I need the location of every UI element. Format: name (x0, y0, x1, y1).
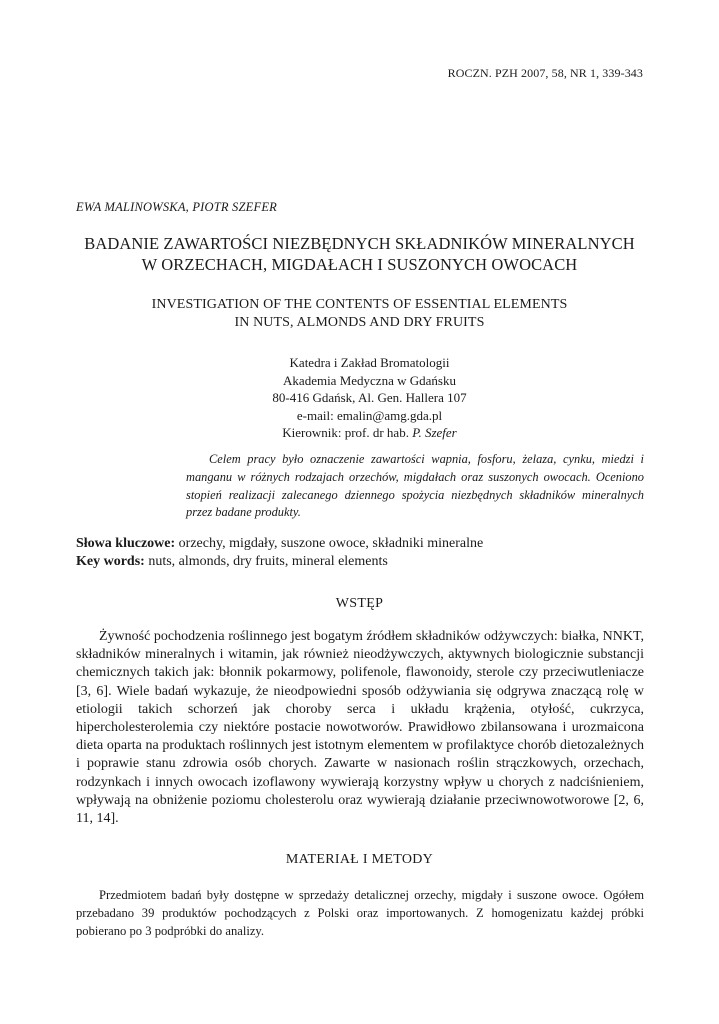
title-polish-line: BADANIE ZAWARTOŚCI NIEZBĘDNYCH SKŁADNIKÓW MINERALNYCH (84, 234, 635, 253)
keywords-polish-text: orzechy, migdały, suszone owoce, składniki mineralne (175, 536, 484, 551)
abstract: Celem pracy było oznaczenie zawartości wapnia, fosforu, żelaza, cynku, miedzi i manganu w różnych rodzajach orzechów, migdałach oraz suszonych owocach. Oceniono stopień realizacji zalecanego dziennego spożycia niezbędnych składników mineralnych przez badane produkty. (186, 452, 644, 520)
affiliation-head (0, 424, 719, 442)
head-name: P. Szefer (412, 425, 457, 441)
keywords-polish (76, 535, 646, 553)
affiliation (0, 354, 719, 442)
keywords-block (76, 535, 646, 571)
keywords-polish-label: Słowa kluczowe: (76, 536, 176, 551)
journal-reference: ROCZN. PZH 2007, 58, NR 1, 339-343 (447, 66, 643, 80)
keywords-english-text: nuts, almonds, dry fruits, mineral elements (144, 554, 388, 569)
introduction-paragraph: Żywność pochodzenia roślinnego jest bogatym źródłem składników odżywczych: białka, NNKT, składników mineralnych i witamin, jak również nieodżywczych, aktywnych biologicznie substancji chemicznych takich jak: błonnik pokarmowy, polifenole, flawonoidy, sterole czy przeciwutleniacze [3, 6]. Wiele badań wykazuje, że nieodpowiedni sposób odżywiania się odgrywa znaczącą rolę w etiologii takich schorzeń jak choroby serca i układu krążenia, otyłość, cukrzyca, hipercholesterolemia czy niektóre postacie nowotworów. Prawidłowo zbilansowana i urozmaicona dieta oparta na produktach roślinnych jest istotnym elementem w profilaktyce chorób dietozależnych i poprawie stanu zdrowia osób chorych. Zawarte w nasionach roślin strączkowych, orzechach, rodzynkach i innych owocach izoflawony wywierają korzystny wpływ u chorych z nadciśnieniem, wpływają na obniżenie poziomu cholesterolu oraz wywierają działanie przeciwnowotworowe [2, 6, 11, 14]. (76, 629, 644, 827)
title-english-line: INVESTIGATION OF THE CONTENTS OF ESSENTIAL ELEMENTS (151, 297, 568, 312)
affiliation-address: 80-416 Gdańsk, Al. Gen. Hallera 107 (272, 390, 467, 406)
section-heading-introduction: WSTĘP (335, 596, 384, 611)
head-label: Kierownik: prof. dr hab. (282, 425, 413, 441)
section-heading-methods: MATERIAŁ I METODY (285, 852, 434, 867)
keywords-english-label: Key words: (76, 554, 145, 569)
affiliation-department: Katedra i Zakład Bromatologii (289, 355, 450, 370)
affiliation-email[interactable]: e-mail: emalin@amg.gda.pl (296, 407, 443, 423)
authors: EWA MALINOWSKA, PIOTR SZEFER (76, 200, 278, 214)
methods-paragraph: Przedmiotem badań były dostępne w sprzedaży detalicznej orzechy, migdały i suszone owoce. Ogółem przebadano 39 produktów pochodzących z Polski oraz importowanych. Z homogenizatu każdej próbki pobierano po 3 podpróbki do analizy. (76, 888, 644, 938)
title-polish-line: W ORZECHACH, MIGDAŁACH I SUSZONYCH OWOCACH (141, 255, 578, 274)
title-english (0, 296, 719, 332)
title-english-line: IN NUTS, ALMONDS AND DRY FRUITS (234, 315, 485, 330)
title-polish (0, 233, 719, 275)
affiliation-university: Akademia Medyczna w Gdańsku (283, 372, 456, 388)
keywords-english (76, 553, 646, 571)
